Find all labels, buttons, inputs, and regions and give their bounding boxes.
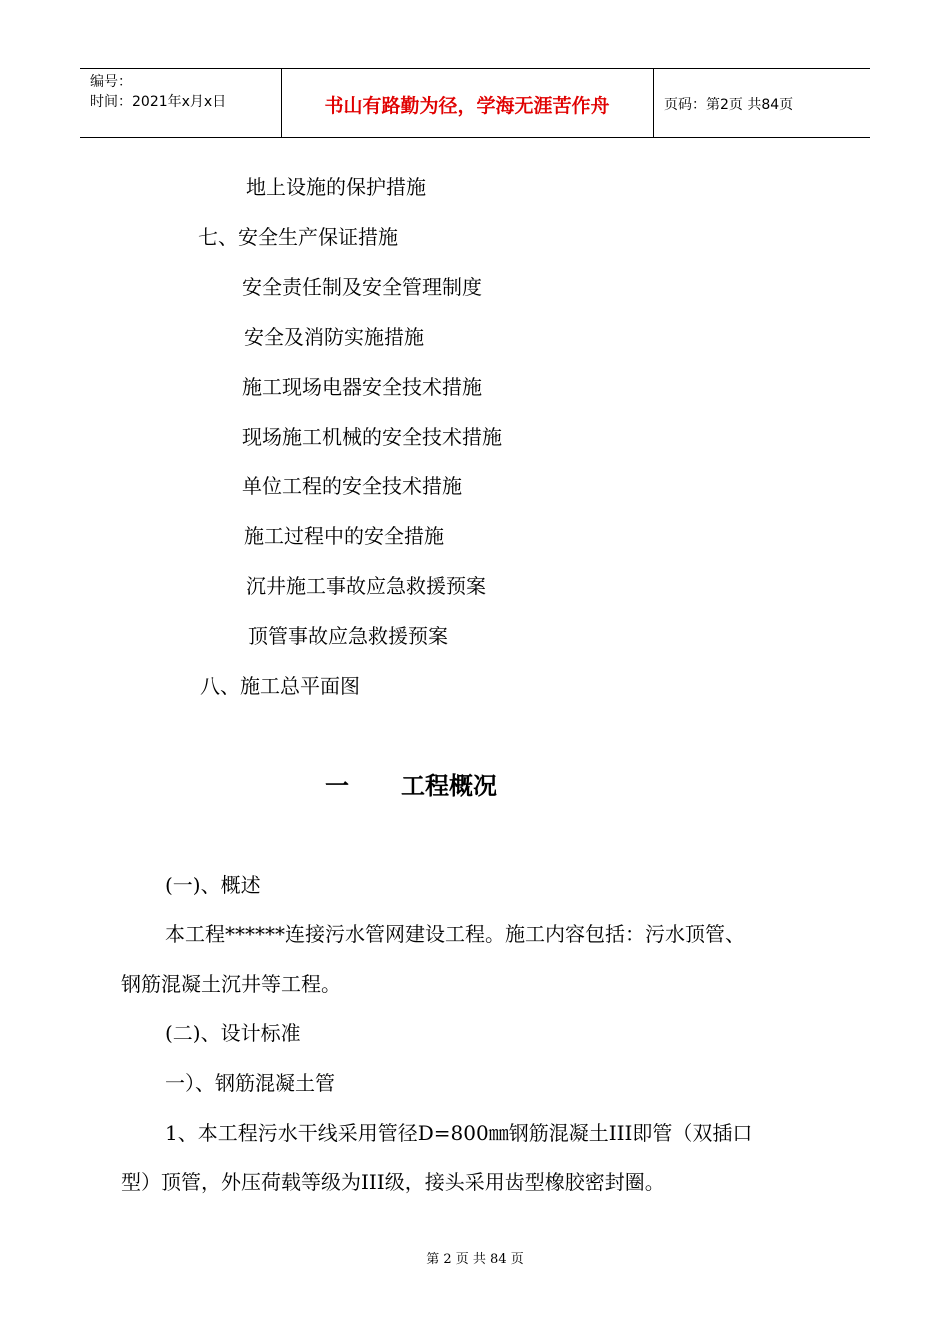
toc-item: 单位工程的安全技术措施 <box>242 474 462 498</box>
subsection-title: (二)、设计标准 <box>165 1021 301 1045</box>
subsection-title: (一)、概述 <box>165 873 261 897</box>
toc-item: 现场施工机械的安全技术措施 <box>242 425 502 449</box>
toc-item: 地上设施的保护措施 <box>246 175 426 199</box>
page-footer: 第 2 页 共 84 页 <box>426 1252 524 1267</box>
toc-item: 顶管事故应急救援预案 <box>248 624 448 648</box>
toc-item: 施工过程中的安全措施 <box>244 524 444 548</box>
document-time-label: 时间：2021年x月x日 <box>90 94 227 110</box>
subsection-title: 一）、钢筋混凝土管 <box>165 1071 335 1095</box>
section-number: 一 <box>325 772 349 800</box>
body-paragraph-line: 本工程******连接污水管网建设工程。施工内容包括：污水顶管、 <box>165 922 745 946</box>
header-page-label: 页码：第2页 共84页 <box>664 97 794 113</box>
toc-section-item: 七、安全生产保证措施 <box>198 225 398 249</box>
toc-item: 安全及消防实施措施 <box>244 325 424 349</box>
toc-item: 安全责任制及安全管理制度 <box>242 275 482 299</box>
body-paragraph-line: 钢筋混凝土沉井等工程。 <box>121 972 341 996</box>
header-page-cell <box>654 69 870 137</box>
body-paragraph-line: 型）顶管，外压荷载等级为III级，接头采用齿型橡胶密封圈。 <box>121 1170 665 1194</box>
section-heading <box>325 766 497 801</box>
document-header <box>80 68 870 138</box>
header-motto-cell <box>281 69 654 137</box>
toc-item: 沉井施工事故应急救援预案 <box>246 574 486 598</box>
document-number-label: 编号： <box>90 74 132 90</box>
section-title: 工程概况 <box>401 772 497 800</box>
header-motto: 书山有路勤为径，学海无涯苦作舟 <box>324 95 610 117</box>
header-left-cell <box>80 69 282 137</box>
toc-section-item: 八、施工总平面图 <box>200 674 360 698</box>
toc-item: 施工现场电器安全技术措施 <box>242 375 482 399</box>
body-paragraph-line: 1、本工程污水干线采用管径D=800㎜钢筋混凝土III即管（双插口 <box>165 1121 753 1145</box>
